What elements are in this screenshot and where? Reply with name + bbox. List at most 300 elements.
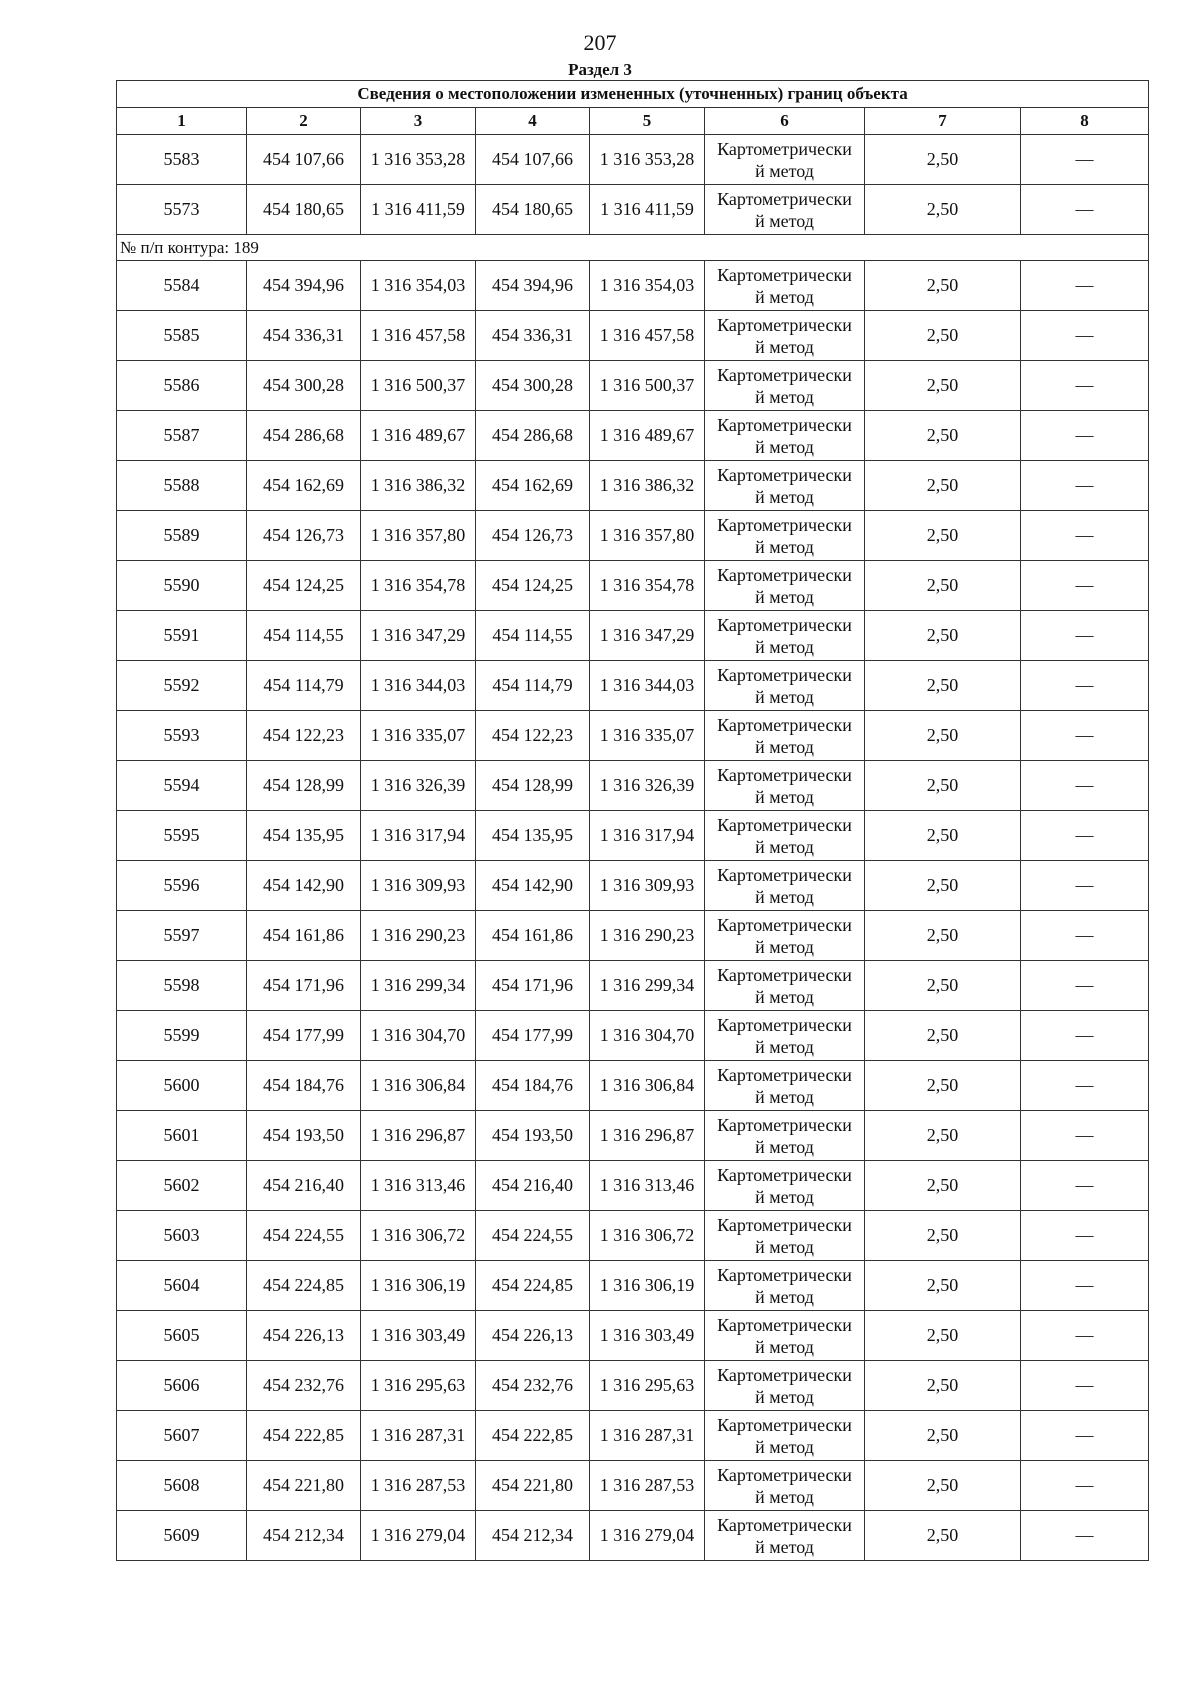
table-row	[117, 811, 1149, 861]
method-line2: й метод	[755, 586, 814, 607]
method-line2: й метод	[755, 686, 814, 707]
method-line1: Картометрически	[717, 464, 852, 485]
x-coordinate-refined: 454 180,65	[476, 185, 590, 235]
description-dash: —	[1021, 411, 1149, 461]
x-coordinate-existing: 454 124,25	[247, 561, 361, 611]
x-coordinate-existing: 454 122,23	[247, 711, 361, 761]
method-line2: й метод	[755, 986, 814, 1007]
table-caption-row	[117, 81, 1149, 108]
table-row	[117, 185, 1149, 235]
point-number: 5602	[117, 1161, 247, 1211]
y-coordinate-refined: 1 316 304,70	[590, 1011, 705, 1061]
x-coordinate-existing: 454 226,13	[247, 1311, 361, 1361]
x-coordinate-existing: 454 142,90	[247, 861, 361, 911]
point-number: 5609	[117, 1511, 247, 1561]
method-line1: Картометрически	[717, 1514, 852, 1535]
x-coordinate-existing: 454 224,55	[247, 1211, 361, 1261]
x-coordinate-refined: 454 171,96	[476, 961, 590, 1011]
accuracy-value: 2,50	[865, 1461, 1021, 1511]
x-coordinate-refined: 454 224,85	[476, 1261, 590, 1311]
x-coordinate-refined: 454 161,86	[476, 911, 590, 961]
accuracy-value: 2,50	[865, 1061, 1021, 1111]
method-line1: Картометрически	[717, 664, 852, 685]
y-coordinate-refined: 1 316 287,53	[590, 1461, 705, 1511]
x-coordinate-refined: 454 142,90	[476, 861, 590, 911]
description-dash: —	[1021, 1011, 1149, 1061]
y-coordinate-existing: 1 316 354,78	[361, 561, 476, 611]
method-cell	[705, 811, 865, 861]
y-coordinate-refined: 1 316 279,04	[590, 1511, 705, 1561]
method-line2: й метод	[755, 210, 814, 231]
contour-label: № п/п контура: 189	[117, 235, 1149, 261]
method-line1: Картометрически	[717, 364, 852, 385]
y-coordinate-existing: 1 316 306,72	[361, 1211, 476, 1261]
y-coordinate-existing: 1 316 335,07	[361, 711, 476, 761]
method-line2: й метод	[755, 536, 814, 557]
table-row	[117, 135, 1149, 185]
method-line2: й метод	[755, 1336, 814, 1357]
description-dash: —	[1021, 561, 1149, 611]
method-line2: й метод	[755, 336, 814, 357]
table-row	[117, 1511, 1149, 1561]
x-coordinate-refined: 454 286,68	[476, 411, 590, 461]
y-coordinate-refined: 1 316 299,34	[590, 961, 705, 1011]
table-row	[117, 1361, 1149, 1411]
method-line1: Картометрически	[717, 1014, 852, 1035]
table-row	[117, 1461, 1149, 1511]
x-coordinate-refined: 454 336,31	[476, 311, 590, 361]
description-dash: —	[1021, 711, 1149, 761]
method-cell	[705, 311, 865, 361]
description-dash: —	[1021, 761, 1149, 811]
column-number: 3	[361, 108, 476, 135]
method-cell	[705, 361, 865, 411]
method-line1: Картометрически	[717, 1414, 852, 1435]
table-row	[117, 1011, 1149, 1061]
point-number: 5604	[117, 1261, 247, 1311]
table-row	[117, 461, 1149, 511]
accuracy-value: 2,50	[865, 1411, 1021, 1461]
description-dash: —	[1021, 811, 1149, 861]
y-coordinate-existing: 1 316 304,70	[361, 1011, 476, 1061]
method-cell	[705, 1061, 865, 1111]
x-coordinate-refined: 454 184,76	[476, 1061, 590, 1111]
description-dash: —	[1021, 1261, 1149, 1311]
y-coordinate-existing: 1 316 296,87	[361, 1111, 476, 1161]
column-number: 6	[705, 108, 865, 135]
description-dash: —	[1021, 511, 1149, 561]
accuracy-value: 2,50	[865, 911, 1021, 961]
column-number: 4	[476, 108, 590, 135]
x-coordinate-refined: 454 216,40	[476, 1161, 590, 1211]
y-coordinate-refined: 1 316 347,29	[590, 611, 705, 661]
point-number: 5594	[117, 761, 247, 811]
table-row	[117, 261, 1149, 311]
point-number: 5588	[117, 461, 247, 511]
accuracy-value: 2,50	[865, 1011, 1021, 1061]
method-line2: й метод	[755, 286, 814, 307]
x-coordinate-existing: 454 221,80	[247, 1461, 361, 1511]
method-line2: й метод	[755, 486, 814, 507]
point-number: 5573	[117, 185, 247, 235]
method-cell	[705, 661, 865, 711]
y-coordinate-refined: 1 316 303,49	[590, 1311, 705, 1361]
point-number: 5600	[117, 1061, 247, 1111]
table-row	[117, 561, 1149, 611]
section-title: Раздел 3	[568, 60, 632, 79]
method-line1: Картометрически	[717, 314, 852, 335]
accuracy-value: 2,50	[865, 1311, 1021, 1361]
y-coordinate-existing: 1 316 287,53	[361, 1461, 476, 1511]
method-cell	[705, 261, 865, 311]
table-row	[117, 1161, 1149, 1211]
method-line2: й метод	[755, 1086, 814, 1107]
x-coordinate-existing: 454 193,50	[247, 1111, 361, 1161]
y-coordinate-existing: 1 316 279,04	[361, 1511, 476, 1561]
method-line1: Картометрически	[717, 138, 852, 159]
method-cell	[705, 911, 865, 961]
point-number: 5590	[117, 561, 247, 611]
accuracy-value: 2,50	[865, 811, 1021, 861]
point-number: 5589	[117, 511, 247, 561]
accuracy-value: 2,50	[865, 311, 1021, 361]
table-row	[117, 761, 1149, 811]
y-coordinate-refined: 1 316 313,46	[590, 1161, 705, 1211]
method-line2: й метод	[755, 1536, 814, 1557]
method-line1: Картометрически	[717, 614, 852, 635]
y-coordinate-refined: 1 316 344,03	[590, 661, 705, 711]
rows-before-contour	[117, 135, 1149, 235]
table-row	[117, 311, 1149, 361]
description-dash: —	[1021, 311, 1149, 361]
x-coordinate-refined: 454 221,80	[476, 1461, 590, 1511]
method-cell	[705, 1361, 865, 1411]
accuracy-value: 2,50	[865, 661, 1021, 711]
accuracy-value: 2,50	[865, 461, 1021, 511]
table-row	[117, 611, 1149, 661]
point-number: 5587	[117, 411, 247, 461]
y-coordinate-refined: 1 316 457,58	[590, 311, 705, 361]
description-dash: —	[1021, 135, 1149, 185]
x-coordinate-existing: 454 216,40	[247, 1161, 361, 1211]
method-line1: Картометрически	[717, 1114, 852, 1135]
accuracy-value: 2,50	[865, 961, 1021, 1011]
x-coordinate-existing: 454 114,55	[247, 611, 361, 661]
accuracy-value: 2,50	[865, 361, 1021, 411]
method-cell	[705, 611, 865, 661]
y-coordinate-existing: 1 316 353,28	[361, 135, 476, 185]
y-coordinate-existing: 1 316 306,84	[361, 1061, 476, 1111]
description-dash: —	[1021, 261, 1149, 311]
accuracy-value: 2,50	[865, 135, 1021, 185]
method-line1: Картометрически	[717, 1364, 852, 1385]
y-coordinate-refined: 1 316 317,94	[590, 811, 705, 861]
y-coordinate-refined: 1 316 353,28	[590, 135, 705, 185]
table-row	[117, 711, 1149, 761]
point-number: 5598	[117, 961, 247, 1011]
accuracy-value: 2,50	[865, 611, 1021, 661]
point-number: 5585	[117, 311, 247, 361]
description-dash: —	[1021, 911, 1149, 961]
point-number: 5603	[117, 1211, 247, 1261]
y-coordinate-refined: 1 316 287,31	[590, 1411, 705, 1461]
contour-row	[117, 235, 1149, 261]
description-dash: —	[1021, 1511, 1149, 1561]
accuracy-value: 2,50	[865, 561, 1021, 611]
description-dash: —	[1021, 1111, 1149, 1161]
x-coordinate-existing: 454 394,96	[247, 261, 361, 311]
method-line1: Картометрически	[717, 814, 852, 835]
x-coordinate-existing: 454 114,79	[247, 661, 361, 711]
column-number: 7	[865, 108, 1021, 135]
method-line1: Картометрически	[717, 564, 852, 585]
y-coordinate-existing: 1 316 457,58	[361, 311, 476, 361]
accuracy-value: 2,50	[865, 511, 1021, 561]
table-row	[117, 861, 1149, 911]
description-dash: —	[1021, 1311, 1149, 1361]
contour-section	[117, 235, 1149, 261]
accuracy-value: 2,50	[865, 261, 1021, 311]
method-line2: й метод	[755, 1136, 814, 1157]
description-dash: —	[1021, 661, 1149, 711]
point-number: 5597	[117, 911, 247, 961]
method-line1: Картометрически	[717, 714, 852, 735]
y-coordinate-refined: 1 316 309,93	[590, 861, 705, 911]
table-row	[117, 961, 1149, 1011]
x-coordinate-refined: 454 222,85	[476, 1411, 590, 1461]
accuracy-value: 2,50	[865, 1161, 1021, 1211]
method-line2: й метод	[755, 436, 814, 457]
point-number: 5606	[117, 1361, 247, 1411]
y-coordinate-refined: 1 316 306,72	[590, 1211, 705, 1261]
y-coordinate-refined: 1 316 296,87	[590, 1111, 705, 1161]
method-line2: й метод	[755, 1436, 814, 1457]
description-dash: —	[1021, 361, 1149, 411]
y-coordinate-existing: 1 316 500,37	[361, 361, 476, 411]
method-line1: Картометрически	[717, 1164, 852, 1185]
y-coordinate-existing: 1 316 287,31	[361, 1411, 476, 1461]
table-row	[117, 411, 1149, 461]
coordinates-table	[116, 80, 1149, 1561]
method-cell	[705, 135, 865, 185]
method-line2: й метод	[755, 160, 814, 181]
y-coordinate-existing: 1 316 344,03	[361, 661, 476, 711]
y-coordinate-refined: 1 316 386,32	[590, 461, 705, 511]
x-coordinate-existing: 454 162,69	[247, 461, 361, 511]
method-line2: й метод	[755, 1236, 814, 1257]
description-dash: —	[1021, 1461, 1149, 1511]
method-cell	[705, 1011, 865, 1061]
accuracy-value: 2,50	[865, 411, 1021, 461]
x-coordinate-refined: 454 122,23	[476, 711, 590, 761]
method-cell	[705, 1461, 865, 1511]
method-cell	[705, 1411, 865, 1461]
point-number: 5601	[117, 1111, 247, 1161]
method-cell	[705, 461, 865, 511]
method-cell	[705, 1511, 865, 1561]
y-coordinate-refined: 1 316 326,39	[590, 761, 705, 811]
method-line1: Картометрически	[717, 914, 852, 935]
accuracy-value: 2,50	[865, 1211, 1021, 1261]
x-coordinate-existing: 454 171,96	[247, 961, 361, 1011]
y-coordinate-existing: 1 316 295,63	[361, 1361, 476, 1411]
method-line2: й метод	[755, 1486, 814, 1507]
y-coordinate-existing: 1 316 317,94	[361, 811, 476, 861]
x-coordinate-existing: 454 286,68	[247, 411, 361, 461]
table-row	[117, 1211, 1149, 1261]
table-row	[117, 1061, 1149, 1111]
method-cell	[705, 761, 865, 811]
column-number: 8	[1021, 108, 1149, 135]
method-line1: Картометрически	[717, 514, 852, 535]
x-coordinate-refined: 454 114,55	[476, 611, 590, 661]
x-coordinate-refined: 454 126,73	[476, 511, 590, 561]
accuracy-value: 2,50	[865, 761, 1021, 811]
accuracy-value: 2,50	[865, 1361, 1021, 1411]
x-coordinate-existing: 454 212,34	[247, 1511, 361, 1561]
method-cell	[705, 561, 865, 611]
point-number: 5596	[117, 861, 247, 911]
point-number: 5599	[117, 1011, 247, 1061]
column-number-row	[117, 108, 1149, 135]
x-coordinate-refined: 454 193,50	[476, 1111, 590, 1161]
y-coordinate-refined: 1 316 411,59	[590, 185, 705, 235]
method-cell	[705, 1261, 865, 1311]
method-line2: й метод	[755, 886, 814, 907]
point-number: 5583	[117, 135, 247, 185]
method-cell	[705, 861, 865, 911]
x-coordinate-existing: 454 126,73	[247, 511, 361, 561]
method-line2: й метод	[755, 1386, 814, 1407]
y-coordinate-existing: 1 316 326,39	[361, 761, 476, 811]
method-line1: Картометрически	[717, 188, 852, 209]
column-number: 2	[247, 108, 361, 135]
column-number: 1	[117, 108, 247, 135]
point-number: 5605	[117, 1311, 247, 1361]
rows-after-contour	[117, 261, 1149, 1561]
table-row	[117, 1111, 1149, 1161]
y-coordinate-refined: 1 316 354,78	[590, 561, 705, 611]
method-line2: й метод	[755, 736, 814, 757]
description-dash: —	[1021, 185, 1149, 235]
y-coordinate-existing: 1 316 306,19	[361, 1261, 476, 1311]
point-number: 5592	[117, 661, 247, 711]
method-line2: й метод	[755, 836, 814, 857]
point-number: 5607	[117, 1411, 247, 1461]
description-dash: —	[1021, 1411, 1149, 1461]
x-coordinate-existing: 454 135,95	[247, 811, 361, 861]
page-number: 207	[583, 30, 617, 55]
method-cell	[705, 185, 865, 235]
y-coordinate-existing: 1 316 299,34	[361, 961, 476, 1011]
description-dash: —	[1021, 461, 1149, 511]
method-cell	[705, 1161, 865, 1211]
y-coordinate-existing: 1 316 357,80	[361, 511, 476, 561]
table-row	[117, 911, 1149, 961]
description-dash: —	[1021, 1361, 1149, 1411]
method-line2: й метод	[755, 636, 814, 657]
method-line1: Картометрически	[717, 864, 852, 885]
x-coordinate-existing: 454 224,85	[247, 1261, 361, 1311]
column-number: 5	[590, 108, 705, 135]
method-line1: Картометрически	[717, 1464, 852, 1485]
description-dash: —	[1021, 1161, 1149, 1211]
method-line2: й метод	[755, 786, 814, 807]
y-coordinate-refined: 1 316 489,67	[590, 411, 705, 461]
method-line1: Картометрически	[717, 1314, 852, 1335]
x-coordinate-existing: 454 222,85	[247, 1411, 361, 1461]
method-cell	[705, 961, 865, 1011]
description-dash: —	[1021, 611, 1149, 661]
x-coordinate-refined: 454 162,69	[476, 461, 590, 511]
x-coordinate-refined: 454 128,99	[476, 761, 590, 811]
x-coordinate-existing: 454 107,66	[247, 135, 361, 185]
method-line1: Картометрически	[717, 264, 852, 285]
y-coordinate-existing: 1 316 386,32	[361, 461, 476, 511]
table-row	[117, 1311, 1149, 1361]
y-coordinate-refined: 1 316 306,19	[590, 1261, 705, 1311]
method-line1: Картометрически	[717, 414, 852, 435]
point-number: 5593	[117, 711, 247, 761]
x-coordinate-refined: 454 226,13	[476, 1311, 590, 1361]
y-coordinate-existing: 1 316 309,93	[361, 861, 476, 911]
point-number: 5591	[117, 611, 247, 661]
y-coordinate-refined: 1 316 500,37	[590, 361, 705, 411]
x-coordinate-refined: 454 114,79	[476, 661, 590, 711]
y-coordinate-existing: 1 316 347,29	[361, 611, 476, 661]
description-dash: —	[1021, 1061, 1149, 1111]
accuracy-value: 2,50	[865, 1111, 1021, 1161]
method-line1: Картометрически	[717, 1064, 852, 1085]
x-coordinate-existing: 454 177,99	[247, 1011, 361, 1061]
method-cell	[705, 511, 865, 561]
table-row	[117, 511, 1149, 561]
x-coordinate-refined: 454 135,95	[476, 811, 590, 861]
x-coordinate-existing: 454 184,76	[247, 1061, 361, 1111]
point-number: 5586	[117, 361, 247, 411]
method-line2: й метод	[755, 1286, 814, 1307]
y-coordinate-refined: 1 316 306,84	[590, 1061, 705, 1111]
y-coordinate-existing: 1 316 411,59	[361, 185, 476, 235]
y-coordinate-refined: 1 316 290,23	[590, 911, 705, 961]
description-dash: —	[1021, 1211, 1149, 1261]
x-coordinate-existing: 454 300,28	[247, 361, 361, 411]
method-cell	[705, 411, 865, 461]
method-line2: й метод	[755, 1186, 814, 1207]
method-cell	[705, 1111, 865, 1161]
y-coordinate-refined: 1 316 357,80	[590, 511, 705, 561]
method-line2: й метод	[755, 936, 814, 957]
x-coordinate-existing: 454 180,65	[247, 185, 361, 235]
table-row	[117, 1261, 1149, 1311]
x-coordinate-existing: 454 232,76	[247, 1361, 361, 1411]
description-dash: —	[1021, 961, 1149, 1011]
x-coordinate-existing: 454 161,86	[247, 911, 361, 961]
method-cell	[705, 1211, 865, 1261]
accuracy-value: 2,50	[865, 1511, 1021, 1561]
x-coordinate-refined: 454 300,28	[476, 361, 590, 411]
y-coordinate-existing: 1 316 290,23	[361, 911, 476, 961]
point-number: 5584	[117, 261, 247, 311]
y-coordinate-existing: 1 316 489,67	[361, 411, 476, 461]
x-coordinate-existing: 454 128,99	[247, 761, 361, 811]
method-cell	[705, 711, 865, 761]
x-coordinate-refined: 454 224,55	[476, 1211, 590, 1261]
method-line2: й метод	[755, 1036, 814, 1057]
y-coordinate-existing: 1 316 354,03	[361, 261, 476, 311]
method-line1: Картометрически	[717, 764, 852, 785]
y-coordinate-existing: 1 316 303,49	[361, 1311, 476, 1361]
